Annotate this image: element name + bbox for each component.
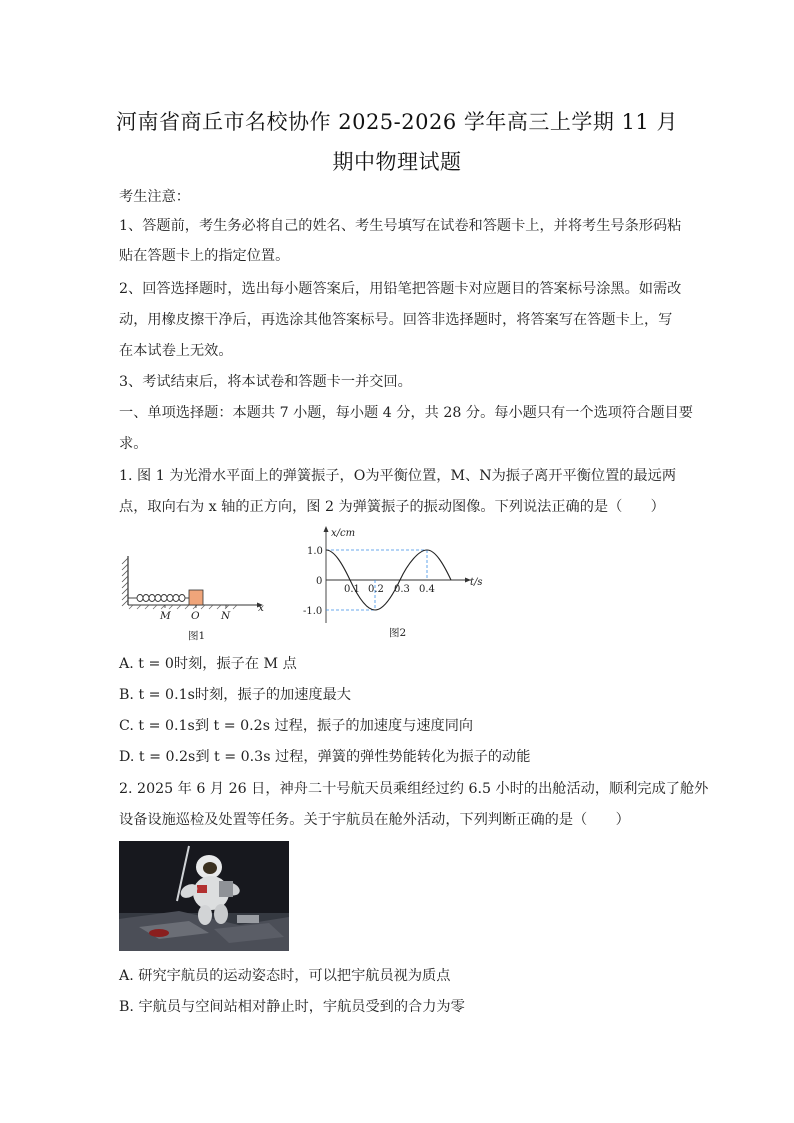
y-axis-label: x/cm bbox=[331, 528, 356, 539]
question-2-stem-line-2: 设备设施巡检及处置等任务。关于宇航员在舱外活动，下列判断正确的是（ ） bbox=[119, 812, 630, 828]
question-1-option-b: B. t = 0.1s时刻，振子的加速度最大 bbox=[119, 687, 351, 703]
notice-item-2-line-2: 动，用橡皮擦干净后，再选涂其他答案标号。回答非选择题时，将答案写在答题卡上，写 bbox=[119, 312, 673, 328]
spring bbox=[128, 595, 189, 602]
y-tick-neg-1-0: -1.0 bbox=[303, 606, 323, 617]
question-1-option-d: D. t = 0.2s到 t = 0.3s 过程，弹簧的弹性势能转化为振子的动能 bbox=[119, 749, 531, 765]
figure-2-caption: 图2 bbox=[389, 627, 407, 639]
notice-heading: 考生注意： bbox=[119, 189, 190, 205]
x-tick-0-4: 0.4 bbox=[419, 584, 435, 595]
exam-title-line1: 河南省商丘市名校协作 2025-2026 学年高三上学期 11 月 bbox=[116, 110, 678, 134]
x-tick-0-3: 0.3 bbox=[394, 584, 410, 595]
x-tick-0-1: 0.1 bbox=[344, 584, 360, 595]
notice-item-3: 3、考试结束后，将本试卷和答题卡一并交回。 bbox=[119, 374, 412, 390]
wall bbox=[122, 556, 128, 606]
question-2-stem-line-1: 2. 2025 年 6 月 26 日，神舟二十号航天员乘组经过约 6.5 小时的出舱活动，顺利完成了舱外 bbox=[119, 781, 709, 797]
question-1-stem-line-1: 1. 图 1 为光滑水平面上的弹簧振子，O为平衡位置，M、N为振子离开平衡位置的最远两 bbox=[119, 468, 677, 484]
x-axis-label: t/s bbox=[470, 577, 483, 588]
y-tick-1-0: 1.0 bbox=[307, 546, 323, 557]
question-2-option-a: A. 研究宇航员的运动姿态时，可以把宇航员视为质点 bbox=[119, 968, 451, 984]
notice-item-1-line-1: 1、答题前，考生务必将自己的姓名、考生号填写在试卷和答题卡上，并将考生号条形码粘 bbox=[119, 218, 682, 234]
section-1-heading-line-2: 求。 bbox=[119, 436, 148, 452]
section-1-heading-line-1: 一、单项选择题：本题共 7 小题，每小题 4 分，共 28 分。每小题只有一个选项符合题目要 bbox=[119, 405, 693, 421]
astronaut-spacewalk-photo bbox=[119, 841, 289, 951]
oscillator-block bbox=[189, 590, 203, 605]
question-1-option-c: C. t = 0.1s到 t = 0.2s 过程，振子的加速度与速度同向 bbox=[119, 718, 474, 734]
figure-2-vibration-graph bbox=[293, 523, 493, 645]
origin-label: 0 bbox=[316, 576, 323, 587]
question-2-option-b: B. 宇航员与空间站相对静止时，宇航员受到的合力为零 bbox=[119, 999, 465, 1015]
notice-item-2-line-1: 2、回答选择题时，选出每小题答案后，用铅笔把答题卡对应题目的答案标号涂黑。如需改 bbox=[119, 281, 682, 297]
label-x-axis: x bbox=[258, 602, 264, 614]
notice-item-2-line-3: 在本试卷上无效。 bbox=[119, 343, 233, 359]
x-tick-0-2: 0.2 bbox=[368, 584, 384, 595]
figure-1-caption: 图1 bbox=[188, 630, 206, 642]
notice-item-1-line-2: 贴在答题卡上的指定位置。 bbox=[119, 248, 290, 264]
exam-title-line2: 期中物理试题 bbox=[332, 150, 462, 174]
figure-1-spring-oscillator bbox=[119, 548, 269, 643]
label-N: N bbox=[221, 610, 231, 622]
question-1-option-a: A. t = 0时刻，振子在 M 点 bbox=[119, 656, 297, 672]
label-O: O bbox=[191, 610, 200, 622]
question-1-stem-line-2: 点，取向右为 x 轴的正方向，图 2 为弹簧振子的振动图像。下列说法正确的是（ ） bbox=[119, 499, 665, 515]
label-M: M bbox=[160, 610, 171, 622]
